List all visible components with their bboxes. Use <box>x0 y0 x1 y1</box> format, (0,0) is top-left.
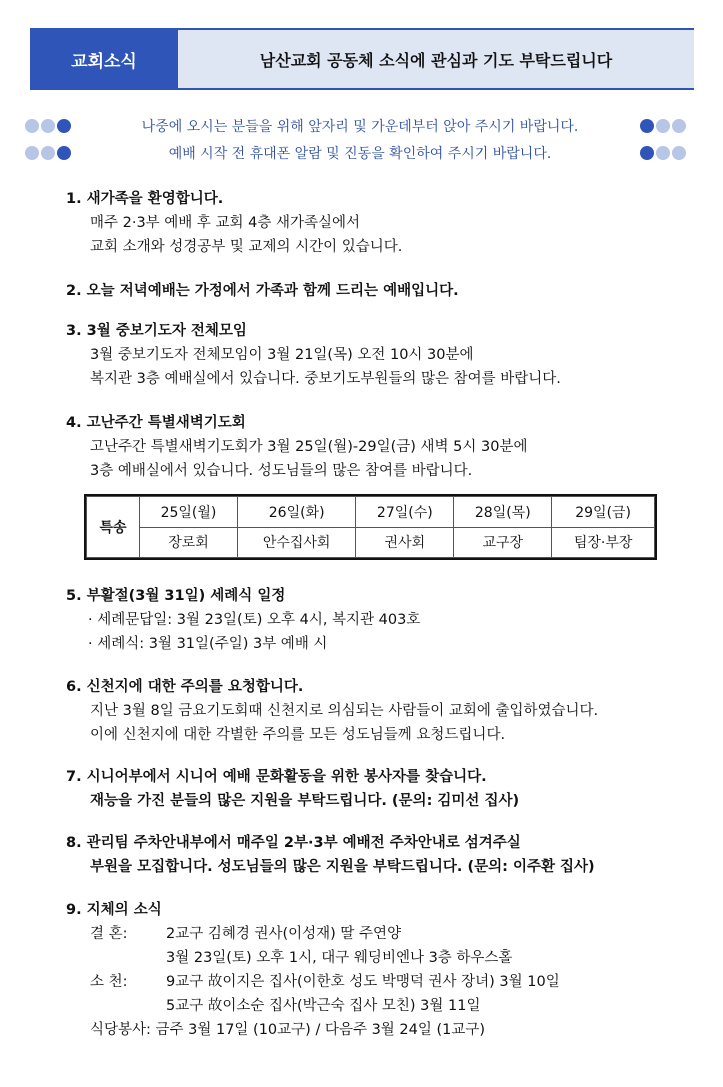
wedding-label: 결 혼: <box>90 926 128 942</box>
schedule-day: 27일(수) <box>356 497 454 528</box>
section-tag: 교회소식 <box>30 30 178 88</box>
schedule-day: 28일(목) <box>454 497 552 528</box>
spacer <box>66 994 166 1018</box>
notice-text: 나중에 오시는 분들을 위해 앞자리 및 가운데부터 앉아 주시기 바랍니다. <box>141 119 579 135</box>
item-line: 복지관 3층 예배실에서 있습니다. 중보기도부원들의 많은 참여를 바랍니다. <box>90 371 561 387</box>
special-music-schedule <box>84 494 657 560</box>
news-item <box>66 831 595 879</box>
item-title: 1. 새가족을 환영합니다. <box>66 191 224 207</box>
dots-decoration-icon <box>25 119 71 135</box>
schedule-group: 교구장 <box>454 527 552 558</box>
item-title: 2. 오늘 저녁예배는 가정에서 가족과 함께 드리는 예배입니다. <box>66 283 459 299</box>
dots-decoration-icon <box>640 119 686 135</box>
news-item <box>66 765 519 813</box>
wedding-news <box>66 922 560 946</box>
page-title: 남산교회 공동체 소식에 관심과 기도 부탁드립니다 <box>178 30 694 88</box>
wedding-news-cont <box>66 946 560 970</box>
wedding-line: 3월 23일(토) 오후 1시, 대구 웨딩비엔나 3층 하우스홀 <box>166 950 513 966</box>
item-title: 9. 지체의 소식 <box>66 902 162 918</box>
item-line: 지난 3월 8일 금요기도회때 신천지로 의심되는 사람들이 교회에 출입하였습니다. <box>90 703 599 719</box>
dots-decoration-icon <box>25 146 71 162</box>
item-line: 3층 예배실에서 있습니다. 성도님들의 많은 참여를 바랍니다. <box>90 463 473 479</box>
schedule-group: 권사회 <box>356 527 454 558</box>
notice-text: 예배 시작 전 휴대폰 알람 및 진동을 확인하여 주시기 바랍니다. <box>168 146 552 162</box>
news-item <box>66 675 598 747</box>
item-title: 6. 신천지에 대한 주의를 요청합니다. <box>66 679 304 695</box>
item-line: 교회 소개와 성경공부 및 교제의 시간이 있습니다. <box>90 239 403 255</box>
schedule-day: 25일(월) <box>140 497 238 528</box>
schedule-group: 장로회 <box>140 527 238 558</box>
item-line: 이에 신천지에 대한 각별한 주의를 모든 성도님들께 요청드립니다. <box>90 727 506 743</box>
death-label: 소 천: <box>90 974 128 990</box>
notice-row <box>0 142 723 166</box>
item-title: 3. 3월 중보기도자 전체모임 <box>66 323 247 339</box>
news-item <box>66 584 420 656</box>
item-line: · 세례식: 3월 31일(주일) 3부 예배 시 <box>88 636 328 652</box>
schedule-day: 29일(금) <box>552 497 655 528</box>
header-banner <box>30 28 694 90</box>
news-item <box>66 319 561 391</box>
news-item <box>66 411 527 483</box>
news-item <box>66 279 459 303</box>
divider <box>30 88 694 90</box>
item-line: 3월 중보기도자 전체모임이 3월 21일(목) 오전 10시 30분에 <box>90 347 474 363</box>
schedule-label: 특송 <box>87 497 140 558</box>
item-line: 고난주간 특별새벽기도회가 3월 25일(월)-29일(금) 새벽 5시 30분에 <box>90 439 528 455</box>
death-line: 9교구 故이지은 집사(이한호 성도 박맹덕 권사 장녀) 3월 10일 <box>166 974 560 990</box>
item-title: 8. 관리팀 주차안내부에서 매주일 2부·3부 예배전 주차안내로 섬겨주실 <box>66 835 521 851</box>
item-line: 재능을 가진 분들의 많은 지원을 부탁드립니다. (문의: 김미선 집사) <box>90 793 520 809</box>
item-line: 부원을 모집합니다. 성도님들의 많은 지원을 부탁드립니다. (문의: 이주환 집사) <box>90 859 595 875</box>
news-item <box>66 187 402 259</box>
item-line: · 세례문답일: 3월 23일(토) 오후 4시, 복지관 403호 <box>88 612 421 628</box>
wedding-line: 2교구 김혜경 권사(이성재) 딸 주연양 <box>166 926 402 942</box>
death-news <box>66 970 560 994</box>
spacer <box>66 946 166 970</box>
notice-row <box>0 115 723 139</box>
dots-decoration-icon <box>640 146 686 162</box>
schedule-group: 팀장·부장 <box>552 527 655 558</box>
meal-service: 식당봉사: 금주 3월 17일 (10교구) / 다음주 3월 24일 (1교구) <box>90 1022 486 1038</box>
news-item <box>66 898 560 1042</box>
item-title: 4. 고난주간 특별새벽기도회 <box>66 415 246 431</box>
death-news-cont <box>66 994 560 1018</box>
schedule-group: 안수집사회 <box>237 527 355 558</box>
item-line: 매주 2·3부 예배 후 교회 4층 새가족실에서 <box>90 215 361 231</box>
item-title: 7. 시니어부에서 시니어 예배 문화활동을 위한 봉사자를 찾습니다. <box>66 769 487 785</box>
item-title: 5. 부활절(3월 31일) 세례식 일정 <box>66 588 286 604</box>
schedule-day: 26일(화) <box>237 497 355 528</box>
death-line: 5교구 故이소순 집사(박근숙 집사 모친) 3월 11일 <box>166 998 481 1014</box>
